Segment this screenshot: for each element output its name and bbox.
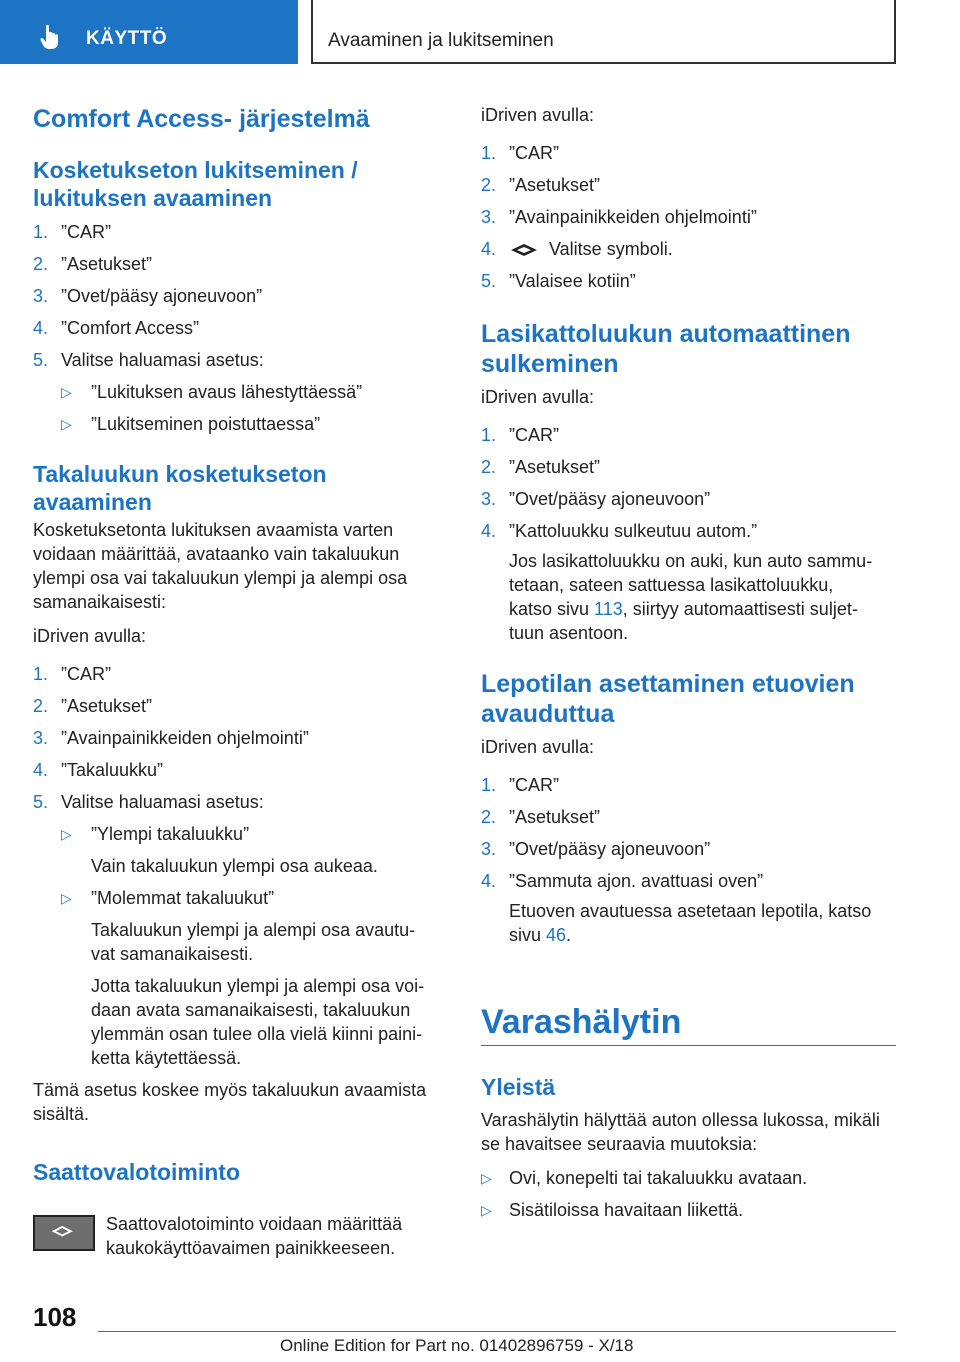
right-column: [481, 103, 896, 947]
list-item: 1. ”CAR”: [33, 222, 111, 242]
idrive-label: iDriven avulla:: [481, 105, 595, 125]
list-item-text: ”Ovet/pääsy ajoneuvoon”: [509, 489, 711, 509]
list-item-text: ”CAR”: [61, 664, 111, 684]
text-fragment: sivu: [509, 925, 547, 945]
page-link[interactable]: 113: [594, 599, 623, 619]
list-item: 3. ”Avainpainikkeiden ohjelmointi”: [481, 207, 757, 227]
text-line: samanaikaisesti:: [33, 592, 167, 612]
list-item: 1. ”CAR”: [33, 664, 111, 684]
section-header: [311, 0, 896, 64]
bullet-text: Sisätiloissa havaitaan liikettä.: [509, 1200, 744, 1220]
s1-list: [33, 220, 448, 436]
list-item-text: ”Avainpainikkeiden ohjelmointi”: [61, 728, 309, 748]
text-line: kaukokäyttöavaimen painikkeeseen.: [106, 1238, 396, 1258]
triangle-bullet-icon: ▷: [61, 890, 72, 906]
text-line: tuun asentoon.: [509, 623, 629, 643]
list-item: 3. ”Ovet/pääsy ajoneuvoon”: [33, 286, 263, 306]
list-item: 4. ”Comfort Access”: [33, 318, 200, 338]
list-item: 1. ”CAR”: [481, 425, 559, 445]
list-item-text: ”CAR”: [61, 222, 111, 242]
list-item-text: ”Sammuta ajon. avattuasi oven”: [509, 871, 764, 891]
alarm-paragraph: [481, 1108, 896, 1156]
s2-list: [33, 662, 448, 1070]
text-fragment: .: [566, 925, 572, 945]
heading-line: sulkeminen: [481, 350, 619, 378]
chapter-label: KÄYTTÖ: [86, 28, 168, 49]
list-item-text: ”Asetukset”: [509, 457, 601, 477]
bullet-text: ”Molemmat takaluukut”: [91, 888, 275, 908]
list-item: 2. ”Asetukset”: [481, 457, 601, 477]
section-divider: [481, 1045, 896, 1046]
list-item: 2. ”Asetukset”: [33, 696, 153, 716]
page-number: 108: [33, 1302, 77, 1332]
bullet-detail: [33, 974, 448, 1070]
text-line: Etuoven avautuessa asetetaan lepotila, katso: [509, 901, 872, 921]
text-line: ketta käytettäessä.: [91, 1048, 242, 1068]
list-item-text: ”Comfort Access”: [61, 318, 200, 338]
bullet-item: [33, 822, 448, 846]
page-link[interactable]: 46: [546, 925, 567, 945]
text-line: Saattovalotoiminto voidaan määrittää: [106, 1214, 403, 1234]
text-line: [509, 923, 896, 947]
triangle-bullet-icon: ▷: [481, 1202, 492, 1218]
list-item: 2. ”Asetukset”: [481, 175, 601, 195]
text-line: se havaitsee seuraavia muutoksia:: [481, 1134, 758, 1154]
list-item-text: ”CAR”: [509, 425, 559, 445]
heading-sleep-mode: [481, 669, 896, 729]
diamond-light-symbol-icon: [509, 242, 539, 258]
idrive-label: iDriven avulla:: [481, 387, 595, 407]
item-detail: [481, 899, 896, 947]
bullet-item: [33, 380, 448, 404]
triangle-bullet-icon: ▷: [481, 1170, 492, 1186]
heading-follow-me-home: Saattovalotoiminto: [33, 1159, 241, 1185]
text-line: [509, 597, 896, 621]
text-line: vat samanaikaisesti.: [91, 944, 254, 964]
list-item-text: ”Asetukset”: [509, 175, 601, 195]
list-item-text: ”Avainpainikkeiden ohjelmointi”: [509, 207, 757, 227]
diamond-light-icon: [35, 1217, 93, 1249]
list-item-text: ”Ovet/pääsy ajoneuvoon”: [61, 286, 263, 306]
r-list1: [481, 141, 896, 293]
text-line: Takaluukun ylempi ja alempi osa avautu-: [91, 920, 416, 940]
heading-line: Lepotilan asettaminen etuovien: [481, 670, 855, 698]
heading-sunroof: [481, 319, 896, 379]
list-item: 4. ”Sammuta ajon. avattuasi oven”: [481, 871, 764, 891]
heading-alarm: Varashälytin: [481, 1003, 682, 1041]
list-item: 4. Valitse symboli.: [481, 239, 673, 259]
list-item: 4. ”Takaluukku”: [33, 760, 164, 780]
text-line: voidaan määrittää, avataanko vain takaluukun: [33, 544, 400, 564]
follow-me-home-text: [106, 1212, 446, 1260]
bullet-item: [481, 1166, 896, 1190]
left-column: [33, 100, 448, 1186]
heading-line: Takaluukun kosketukseton: [33, 461, 327, 487]
list-item: 1. ”CAR”: [481, 775, 559, 795]
heading-line: Lasikattoluukun automaattinen: [481, 320, 851, 348]
bullet-text: ”Lukituksen avaus lähestyttäessä”: [91, 382, 363, 402]
text-line: ylempi osa vai takaluukun ylempi ja alempi osa: [33, 568, 408, 588]
hand-pointer-icon: [40, 24, 64, 50]
remote-key-symbol-icon: [33, 1215, 95, 1251]
list-item-text: ”Ovet/pääsy ajoneuvoon”: [509, 839, 711, 859]
bullet-text: ”Ylempi takaluukku”: [91, 824, 250, 844]
text-fragment: katso sivu: [509, 599, 595, 619]
triangle-bullet-icon: ▷: [61, 384, 72, 400]
heading-line: avaaminen: [33, 489, 152, 515]
text-line: Jos lasikattoluukku on auki, kun auto sammu-: [509, 551, 873, 571]
alarm-bullets: [481, 1166, 896, 1222]
heading-line: avauduttua: [481, 700, 615, 728]
list-item-text: ”Asetukset”: [509, 807, 601, 827]
triangle-bullet-icon: ▷: [61, 416, 72, 432]
text-line: Kosketuksetonta lukituksen avaamista varten: [33, 520, 394, 540]
item-detail: [481, 549, 896, 645]
edition-text: Online Edition for Part no. 01402896759 - X/18: [280, 1336, 634, 1355]
list-item-text: ”CAR”: [509, 775, 559, 795]
bullet-text: Ovi, konepelti tai takaluukku avataan.: [509, 1168, 808, 1188]
list-item-text: Valitse haluamasi asetus:: [61, 792, 264, 812]
list-item: 2. ”Asetukset”: [481, 807, 601, 827]
list-item-text: ”Asetukset”: [61, 696, 153, 716]
heading-line: Kosketukseton lukitseminen /: [33, 157, 358, 183]
text-line: Tämä asetus koskee myös takaluukun avaamista: [33, 1080, 427, 1100]
list-item-text: Valitse symboli.: [549, 239, 673, 259]
bullet-item: [33, 886, 448, 910]
list-item: 3. ”Ovet/pääsy ajoneuvoon”: [481, 839, 711, 859]
list-item-text: ”Valaisee kotiin”: [509, 271, 636, 291]
tailgate-note: [33, 1078, 448, 1126]
r-list3: [481, 773, 896, 947]
bullet-detail: Vain takaluukun ylempi osa aukeaa.: [91, 856, 378, 876]
heading-general: Yleistä: [481, 1074, 556, 1100]
page-title: Comfort Access- järjestelmä: [33, 105, 370, 133]
list-item: 5. ”Valaisee kotiin”: [481, 271, 636, 291]
text-line: daan avata samanaikaisesti, takaluukun: [91, 1000, 411, 1020]
section-title: Avaaminen ja lukitseminen: [328, 30, 554, 51]
r-list2: [481, 423, 896, 645]
bullet-item: [481, 1198, 896, 1222]
list-item: 4. ”Kattoluukku sulkeutuu autom.”: [481, 521, 758, 541]
idrive-label: iDriven avulla:: [33, 626, 147, 646]
list-item-text: ”Asetukset”: [61, 254, 153, 274]
tailgate-paragraph: [33, 518, 448, 614]
list-item: 3. ”Ovet/pääsy ajoneuvoon”: [481, 489, 711, 509]
list-item-text: ”CAR”: [509, 143, 559, 163]
bullet-text: ”Lukitseminen poistuttaessa”: [91, 414, 321, 434]
list-item: 5. Valitse haluamasi asetus:: [33, 792, 264, 812]
list-item: 2. ”Asetukset”: [33, 254, 153, 274]
text-line: sisältä.: [33, 1104, 90, 1124]
triangle-bullet-icon: ▷: [61, 826, 72, 842]
text-line: Jotta takaluukun ylempi ja alempi osa voi-: [91, 976, 425, 996]
text-line: tetaan, sateen sattuessa lasikattoluukku,: [509, 575, 834, 595]
list-item: 5. Valitse haluamasi asetus:: [33, 350, 264, 370]
chapter-tab: [0, 0, 298, 64]
idrive-label: iDriven avulla:: [481, 737, 595, 757]
text-line: Varashälytin hälyttää auton ollessa lukossa, mikäli: [481, 1110, 880, 1130]
list-item-text: ”Kattoluukku sulkeutuu autom.”: [509, 521, 758, 541]
bullet-detail: [33, 918, 448, 966]
list-item-text: ”Takaluukku”: [61, 760, 164, 780]
text-fragment: , siirtyy automaattisesti suljet-: [622, 599, 858, 619]
bullet-item: [33, 412, 448, 436]
heading-tailgate: [33, 460, 448, 516]
list-item: 3. ”Avainpainikkeiden ohjelmointi”: [33, 728, 309, 748]
footer-divider: [98, 1331, 896, 1332]
text-line: ylemmän osan tulee olla vielä kiinni paini-: [91, 1024, 423, 1044]
heading-line: lukituksen avaaminen: [33, 185, 273, 211]
list-item-text: Valitse haluamasi asetus:: [61, 350, 264, 370]
heading-contactless-lock: [33, 156, 448, 212]
list-item: 1. ”CAR”: [481, 143, 559, 163]
